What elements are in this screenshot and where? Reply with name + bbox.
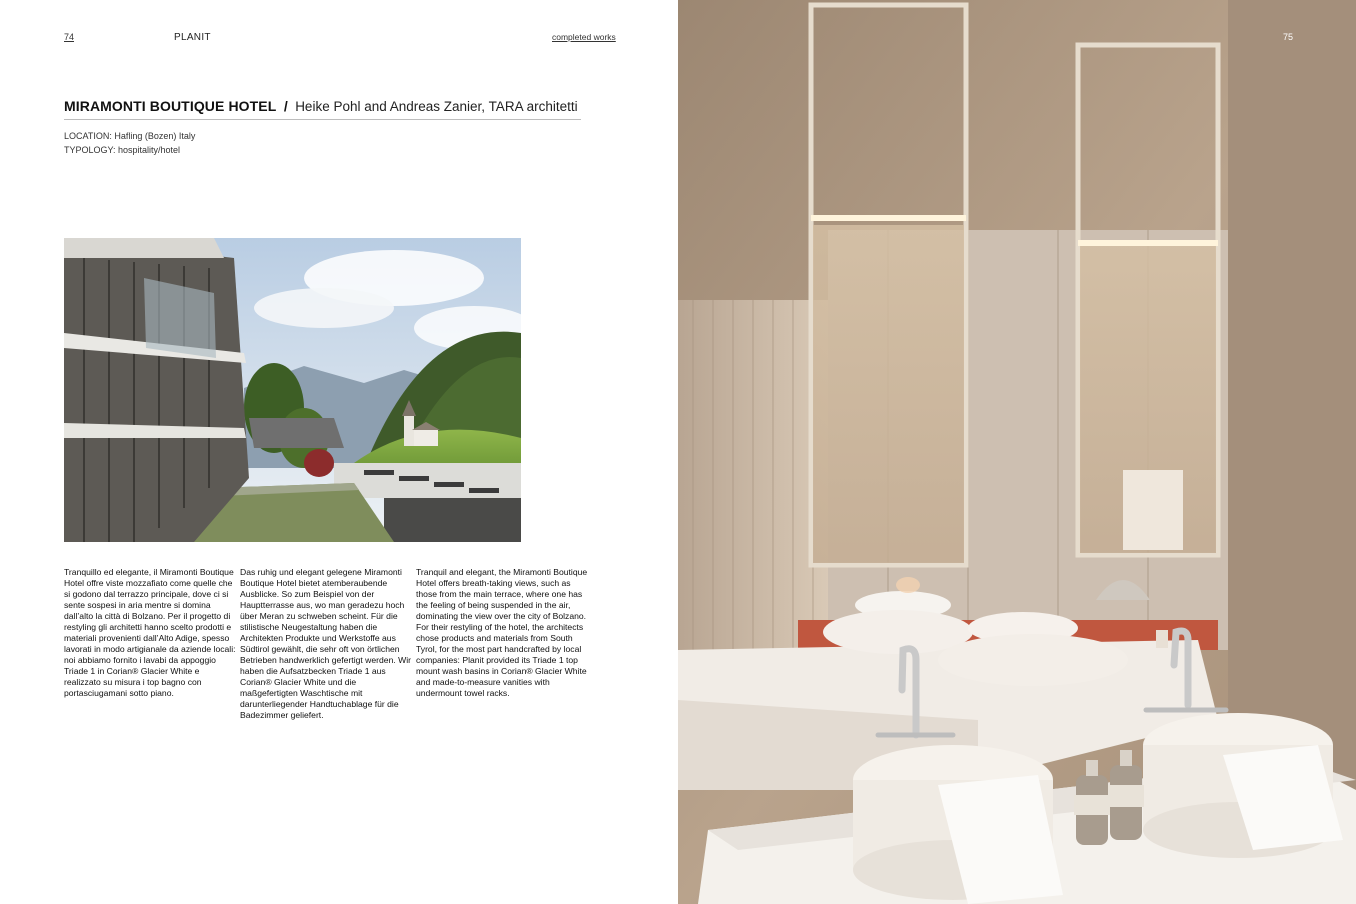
page-number-left: 74: [64, 32, 75, 42]
article-title: [64, 98, 581, 120]
bathroom-bedroom-image: [678, 0, 1356, 904]
text-english: Tranquil and elegant, the Miramonti Boutique Hotel offers breath-taking views, such as those from the main terrace, where one has the feeling of being suspended in the air, dominating the view over the city of Bolzano. For their restyling of the hotel, the architects chose products and materials from South Tyrol, for the most part handcrafted by local companies: Planit provided its Triade 1 top mount wash basins in Corian® Glacier White and made-to-measure vanities with undermount towel racks.: [416, 567, 588, 698]
page-number-right: 75: [1283, 32, 1294, 42]
title-separator: /: [283, 98, 288, 114]
location: LOCATION: Hafling (Bozen) Italy: [64, 131, 196, 141]
text-german: Das ruhig und elegant gelegene Miramonti Boutique Hotel bietet atemberaubende Ausblicke. So zum Beispiel von der Hauptterrasse aus, wo man geradezu hoch über Meran zu schweben scheint. Für die stilistische Neugestaltung haben die Architekten Produkte und Werkstoffe aus Südtirol gewählt, die sehr oft von örtlichen Betrieben handwerklich gefertigt werden. Wir haben die Aufsatzbecken Triade 1 aus Corian® Glacier White und die maßgefertigten Waschtische mit darunterliegender Handtuchablage für die Badezimmer geliefert.: [240, 567, 412, 720]
hotel-name: MIRAMONTI BOUTIQUE HOTEL: [64, 98, 277, 114]
section-label: completed works: [552, 32, 616, 42]
architects: Heike Pohl and Andreas Zanier, TARA architetti: [295, 99, 578, 114]
typology: TYPOLOGY: hospitality/hotel: [64, 144, 181, 155]
text-italian: Tranquillo ed elegante, il Miramonti Boutique Hotel offre viste mozzafiato come quelle che si godono dal terrazzo principale, dove ci si sente sospesi in aria mentre si domina dall’alto la città di Bolzano. Per il progetto di restyling gli architetti hanno scelto prodotti e materiali provenienti dall’Alto Adige, spesso lavorati in modo artigianale da aziende locali: noi abbiamo fornito i lavabi da appoggio Triade 1 in Corian® Glacier White e realizzato su misura i top bagno con portasciugamani sotto piano.: [64, 567, 236, 698]
right-page: [678, 0, 1356, 904]
brand-name: PLANIT: [174, 32, 211, 43]
terrace-photo: [64, 238, 521, 542]
project-meta: [64, 130, 195, 157]
terrace-landscape-image: [64, 238, 521, 542]
